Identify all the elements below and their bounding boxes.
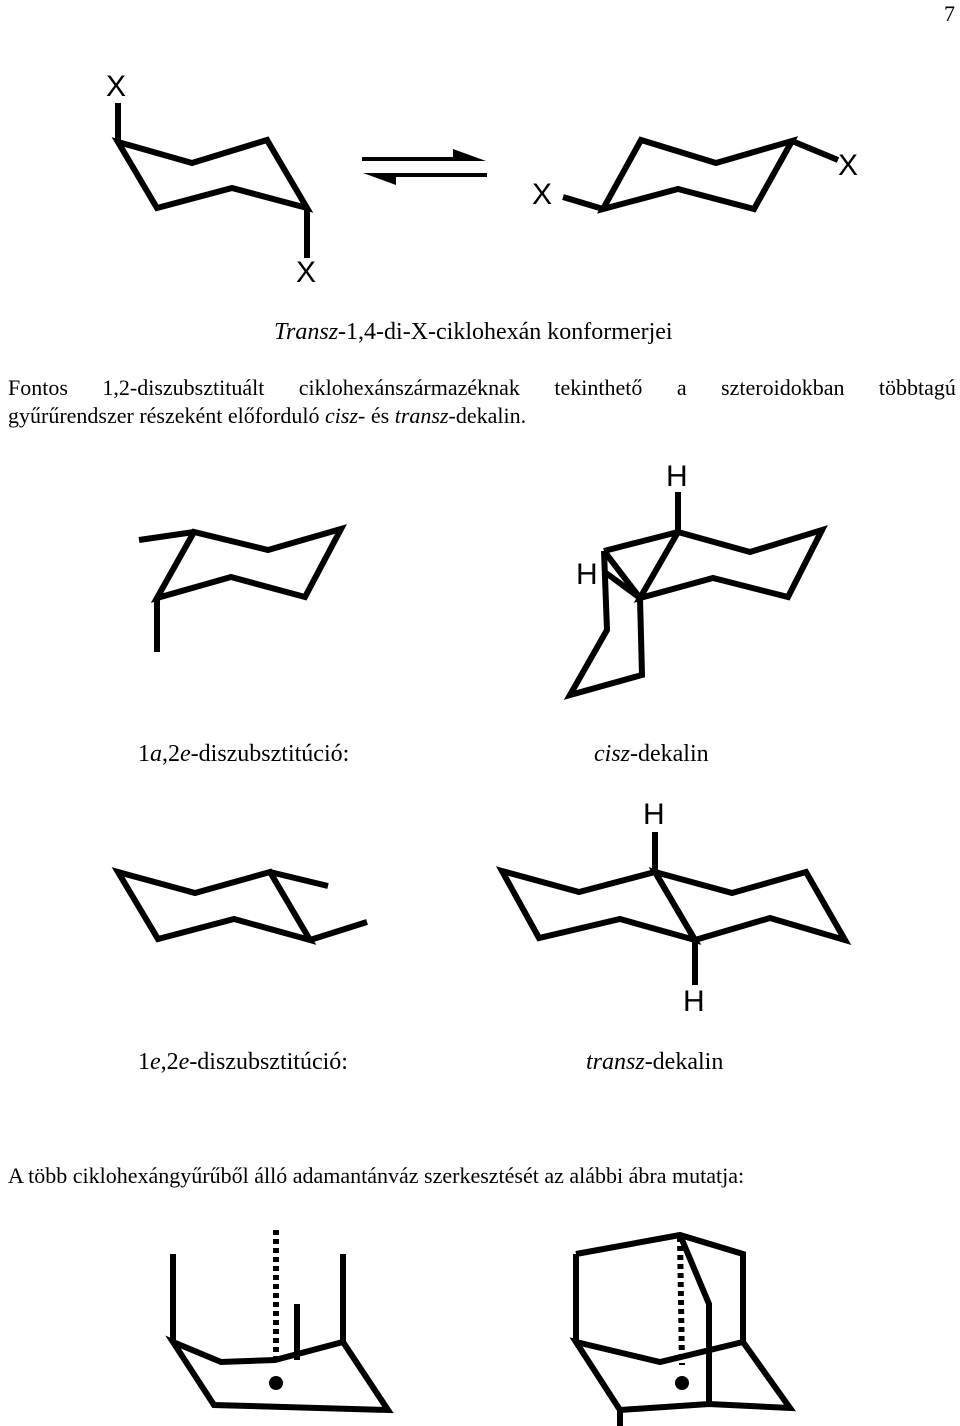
paragraph-line-2: gyűrűrendszer részeként előforduló cisz- és transz-dekalin. (8, 403, 527, 428)
atom-x-label: X (532, 178, 553, 211)
atom-h-label: H (683, 985, 705, 1018)
cis-decalin-structure (570, 492, 822, 695)
atom-h-label: H (643, 798, 665, 831)
atom-x-label: X (106, 70, 127, 103)
atom-x-label: X (838, 149, 859, 182)
adamantane-structure (576, 1235, 790, 1426)
atom-h-label: H (576, 558, 598, 591)
atom-x-label: X (296, 256, 317, 289)
diequatorial-chair-structure (563, 140, 838, 209)
atom-h-label: H (666, 460, 688, 493)
page-number: 7 (944, 1, 955, 26)
label-1a2e-disubstitution: 1a,2e-diszubsztitúció: (138, 741, 350, 767)
chair-1e2e-structure (118, 872, 367, 940)
equilibrium-arrows (362, 149, 487, 185)
diaxial-chair-structure (118, 103, 307, 258)
label-1e2e-disubstitution: 1e,2e-diszubsztitúció: (138, 1049, 348, 1075)
adamantane-paragraph: A több ciklohexángyűrűből álló adamantánváz szerkesztését az alábbi ábra mutatja: (8, 1163, 745, 1188)
label-cis-decalin: cisz-dekalin (594, 741, 709, 767)
chair-1a2e-structure (139, 529, 341, 652)
label-trans-decalin: transz-dekalin (586, 1049, 724, 1075)
adamantane-partial-structure (173, 1230, 388, 1410)
conformers-caption: Transz-1,4-di-X-ciklohexán konformerjei (274, 319, 673, 345)
trans-decalin-structure (502, 832, 845, 985)
paragraph-line-1: Fontos 1,2-diszubsztituált ciklohexánszármazéknak tekinthető a szteroidokban többtagú (8, 375, 956, 400)
